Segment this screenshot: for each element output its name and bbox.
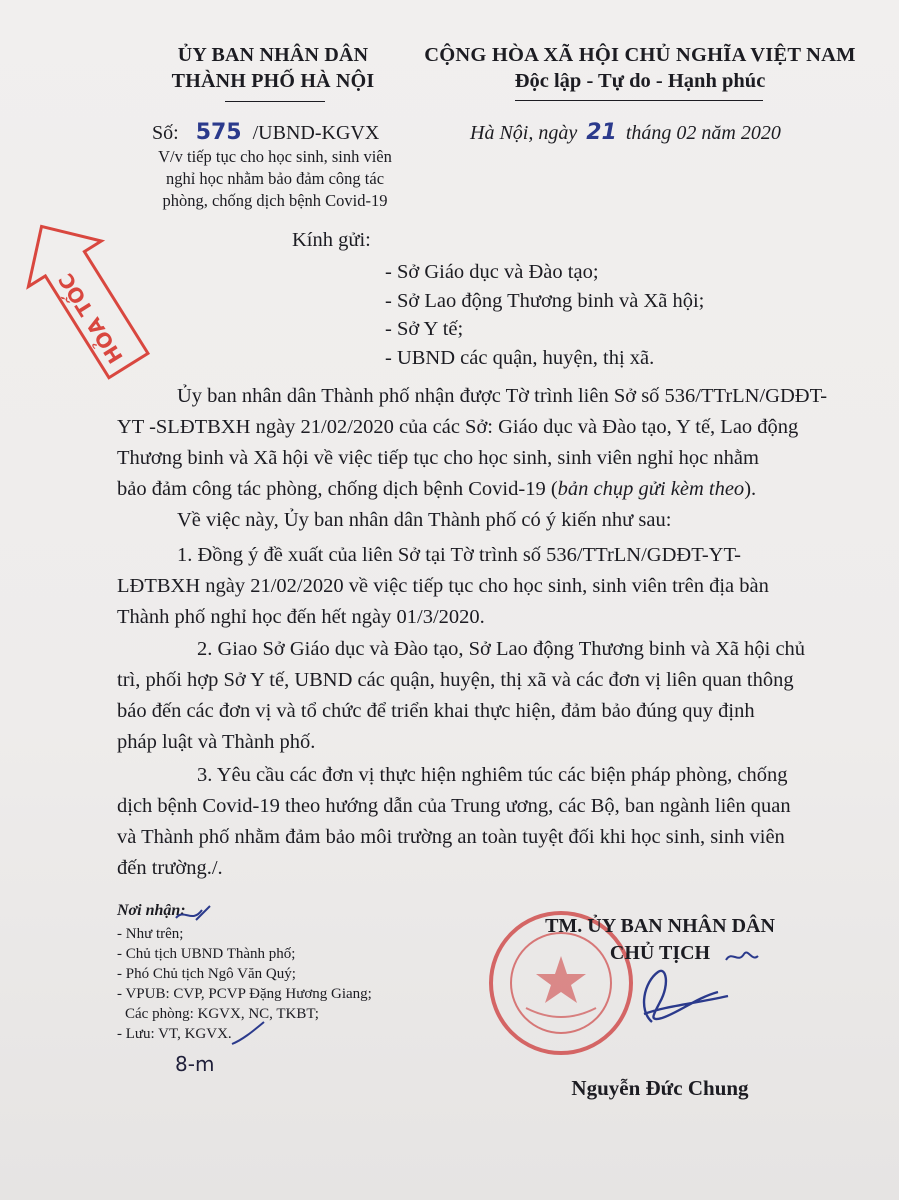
nation-title: CỘNG HÒA XÃ HỘI CHỦ NGHĨA VIỆT NAM (424, 44, 856, 66)
recipient-item: - Sở Giáo dục và Đào tạo; (385, 261, 599, 283)
body-line: dịch bệnh Covid-19 theo hướng dẫn của Trung ương, các Bộ, ban ngành liên quan (117, 795, 791, 817)
distribution-item: - Lưu: VT, KGVX. (117, 1026, 232, 1042)
signer-name: Nguyễn Đức Chung (571, 1076, 749, 1100)
date-day: 21 (586, 120, 617, 145)
recipients-label: Kính gửi: (292, 229, 371, 251)
body-line: 3. Yêu cầu các đơn vị thực hiện nghiêm túc các biện pháp phòng, chống (197, 764, 788, 786)
number-prefix: Số: (152, 122, 179, 144)
date-prefix: Hà Nội, ngày (470, 122, 578, 144)
document-number (152, 120, 379, 145)
body-line: 1. Đồng ý đề xuất của liên Sở tại Tờ trình số 536/TTrLN/GDĐT-YT- (177, 544, 741, 566)
signature-position: CHỦ TỊCH (609, 942, 711, 964)
paragraph-intro (117, 381, 829, 505)
item-2 (117, 634, 829, 758)
body-line: Ủy ban nhân dân Thành phố nhận được Tờ trình liên Sở số 536/TTrLN/GDĐT- (177, 385, 828, 407)
org-underline (225, 101, 325, 102)
subject-line: phòng, chống dịch bệnh Covid-19 (162, 191, 388, 210)
nation-motto: Độc lập - Tự do - Hạnh phúc (514, 70, 766, 92)
distribution-item: - Phó Chủ tịch Ngô Văn Quý; (117, 966, 296, 982)
body-line: 2. Giao Sở Giáo dục và Đào tạo, Sở Lao động Thương binh và Xã hội chủ (197, 638, 806, 660)
item-3 (117, 760, 829, 884)
body-line: YT -SLĐTBXH ngày 21/02/2020 của các Sở: Giáo dục và Đào tạo, Y tế, Lao động (117, 416, 799, 438)
distribution-item: Các phòng: KGVX, NC, TKBT; (125, 1006, 319, 1022)
handwritten-signature (600, 962, 740, 1032)
distribution-item: - VPUB: CVP, PCVP Đặng Hương Giang; (117, 986, 372, 1002)
document-date (470, 120, 781, 145)
body-line: Thành phố nghỉ học đến hết ngày 01/3/2020. (117, 606, 485, 628)
distribution-label: Nơi nhận: (117, 902, 186, 919)
recipient-item: - Sở Lao động Thương binh và Xã hội; (385, 289, 705, 312)
distribution-item: - Chủ tịch UBND Thành phố; (117, 946, 296, 962)
body-line: đến trường./. (117, 857, 223, 879)
initials-mark (722, 944, 762, 968)
body-line: Thương binh và Xã hội về việc tiếp tục cho học sinh, sinh viên nghỉ học nhằm (117, 447, 759, 469)
number-value: 575 (195, 120, 242, 145)
number-suffix: /UBND-KGVX (252, 122, 380, 144)
issuing-org-line1: ỦY BAN NHÂN DÂN (177, 44, 369, 66)
body-line: LĐTBXH ngày 21/02/2020 về việc tiếp tục cho học sinh, sinh viên trên địa bàn (117, 575, 769, 597)
signature-title: TM. ỦY BAN NHÂN DÂN (545, 915, 775, 937)
paragraph-opinion: Về việc này, Ủy ban nhân dân Thành phố có ý kiến như sau: (177, 509, 672, 531)
body-text: bảo đảm công tác phòng, chống dịch bệnh Covid-19 ( (117, 478, 558, 500)
body-text: ). (744, 478, 757, 500)
body-line: trì, phối hợp Sở Y tế, UBND các quận, huyện, thị xã và các đơn vị liên quan thông (117, 669, 794, 691)
recipient-item: - Sở Y tế; (385, 318, 464, 340)
subject-line: nghỉ học nhằm bảo đảm công tác (165, 169, 385, 188)
urgent-stamp (10, 196, 160, 396)
body-line: báo đến các đơn vị và tổ chức để triển khai thực hiện, đảm bảo đúng quy định (117, 700, 755, 722)
body-line: và Thành phố nhằm đảm bảo môi trường an toàn tuyệt đối khi học sinh, sinh viên (117, 826, 785, 848)
distribution-item: - Như trên; (117, 926, 184, 942)
recipients-list (385, 258, 704, 372)
motto-underline (515, 100, 763, 101)
subject-line: V/v tiếp tục cho học sinh, sinh viên (158, 147, 392, 166)
handwritten-note: 8-m (175, 1052, 215, 1076)
handwritten-mark (170, 900, 220, 930)
subject-block (130, 146, 420, 212)
recipient-item: - UBND các quận, huyện, thị xã. (385, 346, 655, 369)
issuing-org-line2: THÀNH PHỐ HÀ NỘI (171, 70, 375, 92)
handwritten-check (228, 1020, 268, 1050)
item-1 (117, 540, 829, 633)
body-line: pháp luật và Thành phố. (117, 731, 316, 753)
attachment-note: bản chụp gửi kèm theo (557, 478, 745, 500)
stamp-text: HỎA TỐC (53, 268, 128, 368)
date-suffix: tháng 02 năm 2020 (625, 122, 781, 144)
body-line (117, 474, 829, 505)
